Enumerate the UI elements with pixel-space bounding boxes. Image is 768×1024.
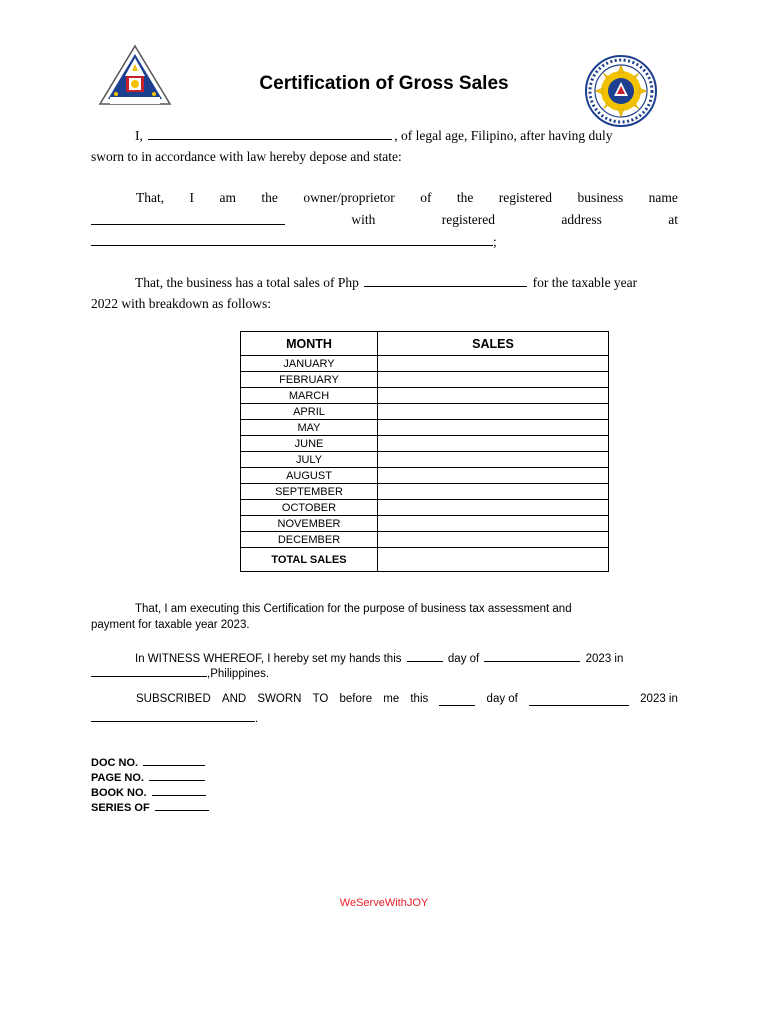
month-cell: APRIL [241,404,378,420]
sworn-day-field[interactable] [439,693,475,706]
paragraph-total-sales: That, the business has a total sales of Php for the taxable year [135,275,638,290]
table-row [241,468,609,484]
sales-cell[interactable] [378,452,609,468]
paragraph-witness: In WITNESS WHEREOF, I hereby set my hands this day of 2023 in [91,649,678,665]
page-no-line: PAGE NO. [91,768,207,784]
table-row [241,372,609,388]
table-row [241,500,609,516]
paragraph-subscribed-continued: . [91,709,678,725]
month-cell: NOVEMBER [241,516,378,532]
table-row [241,436,609,452]
paragraph-purpose: That, I am executing this Certification for the purpose of business tax assessment and [135,603,572,615]
sworn-place-field[interactable] [91,709,255,722]
sales-cell[interactable] [378,420,609,436]
doc-no-line: DOC NO. [91,753,207,769]
sworn-month-field[interactable] [529,693,629,706]
month-cell: JULY [241,452,378,468]
series-of-line: SERIES OF [91,798,211,814]
sales-column-header: SALES [378,332,609,356]
series-of-field[interactable] [155,798,209,811]
witness-place-field[interactable] [91,664,207,677]
paragraph-affiant-continued: sworn to in accordance with law hereby depose and state: [91,149,402,164]
paragraph-witness-continued: ,Philippines. [91,664,678,680]
monthly-sales-table [240,331,609,572]
month-cell: JANUARY [241,356,378,372]
book-no-line: BOOK NO. [91,783,208,799]
affiant-name-field[interactable] [148,127,392,140]
month-cell: SEPTEMBER [241,484,378,500]
month-cell: DECEMBER [241,532,378,548]
table-row [241,420,609,436]
table-row [241,404,609,420]
month-cell: MAY [241,420,378,436]
witness-day-field[interactable] [407,649,443,662]
table-row [241,516,609,532]
month-cell: OCTOBER [241,500,378,516]
month-column-header: MONTH [241,332,378,356]
table-row [241,452,609,468]
paragraph-address-line: ; [91,233,678,250]
paragraph-affiant: I, , of legal age, Filipino, after having duly [135,128,613,143]
page-no-field[interactable] [149,768,205,781]
month-cell: FEBRUARY [241,372,378,388]
month-cell: MARCH [241,388,378,404]
doc-no-field[interactable] [143,753,205,766]
book-no-field[interactable] [152,783,206,796]
total-row [241,548,609,572]
sales-cell[interactable] [378,532,609,548]
paragraph-total-sales-continued: 2022 with breakdown as follows: [91,296,271,311]
total-sales-label: TOTAL SALES [241,548,378,572]
city-treasurer-seal-icon [584,54,658,128]
footer-tagline: WeServeWithJOY [339,897,429,909]
table-row [241,484,609,500]
business-address-field[interactable] [91,233,493,246]
document-title: Certification of Gross Sales [259,73,509,94]
table-row [241,356,609,372]
sales-cell[interactable] [378,484,609,500]
paragraph-business-owner: That, I am the owner/proprietor of the registered business name [136,190,678,205]
sales-cell[interactable] [378,436,609,452]
sales-cell[interactable] [378,388,609,404]
business-name-field[interactable] [91,212,285,225]
paragraph-purpose-continued: payment for taxable year 2023. [91,619,250,631]
sales-cell[interactable] [378,468,609,484]
sales-cell[interactable] [378,356,609,372]
table-row [241,532,609,548]
paragraph-subscribed: SUBSCRIBED AND SWORN TO before me this day of 2023 in [136,693,678,705]
month-cell: AUGUST [241,468,378,484]
sales-cell[interactable] [378,516,609,532]
total-sales-cell[interactable] [378,548,609,572]
table-row [241,388,609,404]
witness-month-field[interactable] [484,649,580,662]
month-cell: JUNE [241,436,378,452]
sales-cell[interactable] [378,404,609,420]
sales-cell[interactable] [378,500,609,516]
paragraph-business-name-line: with registered address at [91,212,678,228]
total-sales-amount-field[interactable] [364,274,527,287]
table-header-row [241,332,609,356]
sales-cell[interactable] [378,372,609,388]
